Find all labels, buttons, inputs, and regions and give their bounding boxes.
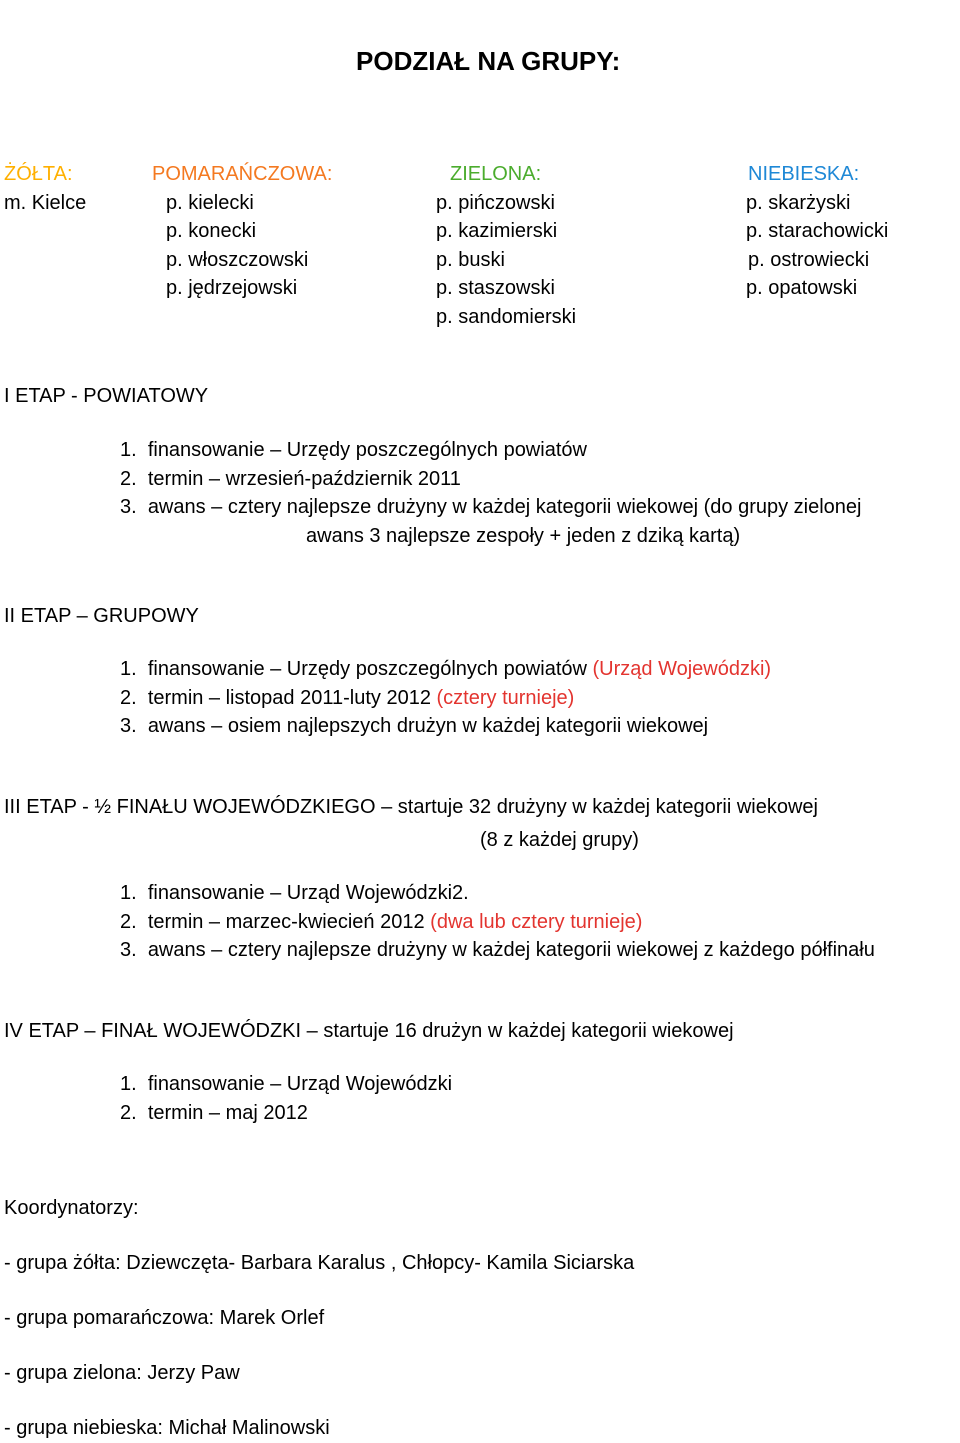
stage2-item-3: 3. awans – osiem najlepszych drużyn w każdej kategorii wiekowej [120,715,709,737]
group-niebieska-item: p. starachowicki [746,220,889,242]
stage4-heading: IV ETAP – FINAŁ WOJEWÓDZKI – startuje 16 drużyn w każdej kategorii wiekowej [4,1020,734,1042]
coordinator-line-pomaranczowa: - grupa pomarańczowa: Marek Orlef [4,1307,325,1329]
group-zielona-item: p. sandomierski [436,305,577,328]
stage2-item-2-note: (cztery turnieje) [436,687,575,709]
stage1-item-1: 1. finansowanie – Urzędy poszczególnych powiatów [120,439,587,461]
group-zielona-item: p. staszowski [436,277,555,299]
group-zolta-header: ŻÓŁTA: [4,163,73,185]
stage3-item-2: 2. termin – marzec-kwiecień 2012 (dwa lub cztery turnieje) [120,911,643,933]
coordinator-line-zolta: - grupa żółta: Dziewczęta- Barbara Karalus , Chłopcy- Kamila Siciarska [4,1252,635,1274]
stage2-heading: II ETAP – GRUPOWY [4,605,199,627]
stage2-item-1-note: (Urząd Wojewódzki) [592,658,772,680]
group-zielona-item: p. pińczowski [436,191,555,214]
group-niebieska-item: p. skarżyski [746,191,851,214]
group-niebieska-item: p. opatowski [746,277,858,299]
stage3-item-2-note: (dwa lub cztery turnieje) [430,911,643,933]
group-zielona [436,160,576,331]
group-niebieska-item: p. ostrowiecki [748,248,870,271]
coordinators-heading: Koordynatorzy: [4,1197,139,1219]
group-zolta [4,160,86,217]
stage1-item-3-continuation: awans 3 najlepsze zespoły + jeden z dziką kartą) [306,525,741,547]
group-zolta-item: m. Kielce [4,191,87,214]
stage2-item-1: 1. finansowanie – Urzędy poszczególnych powiatów (Urząd Wojewódzki) [120,658,772,680]
stage3-item-3: 3. awans – cztery najlepsze drużyny w każdej kategorii wiekowej z każdego półfinału [120,939,875,961]
group-zielona-item: p. buski [436,248,505,271]
stage3-heading: III ETAP - ½ FINAŁU WOJEWÓDZKIEGO – startuje 32 drużyny w każdej kategorii wiekowej [4,796,818,818]
stage1-heading: I ETAP - POWIATOWY [4,385,209,407]
coordinator-line-zielona: - grupa zielona: Jerzy Paw [4,1362,240,1384]
stage4-item-1: 1. finansowanie – Urząd Wojewódzki [120,1073,453,1095]
group-zielona-item: p. kazimierski [436,220,558,242]
stage1-item-3: 3. awans – cztery najlepsze drużyny w każdej kategorii wiekowej (do grupy zielonej [120,496,862,518]
group-niebieska-header: NIEBIESKA: [748,163,860,185]
stage3-item-1: 1. finansowanie – Urząd Wojewódzki2. [120,882,469,904]
group-pomaranczowa [152,160,332,303]
stage1-item-2: 2. termin – wrzesień-październik 2011 [120,468,461,490]
group-pomaranczowa-item: p. kielecki [166,191,254,214]
group-pomaranczowa-item: p. włoszczowski [166,248,309,271]
coordinator-line-niebieska: - grupa niebieska: Michał Malinowski [4,1417,330,1439]
group-pomaranczowa-header: POMARAŃCZOWA: [152,163,333,185]
stage2-item-2: 2. termin – listopad 2011-luty 2012 (cztery turnieje) [120,687,575,709]
group-zielona-header: ZIELONA: [450,163,542,185]
group-niebieska [746,160,888,303]
group-pomaranczowa-item: p. konecki [166,220,257,242]
stage3-subheading: (8 z każdej grupy) [480,829,639,851]
stage4-item-2: 2. termin – maj 2012 [120,1102,308,1124]
page-title: PODZIAŁ NA GRUPY: [356,46,621,76]
group-pomaranczowa-item: p. jędrzejowski [166,277,298,299]
